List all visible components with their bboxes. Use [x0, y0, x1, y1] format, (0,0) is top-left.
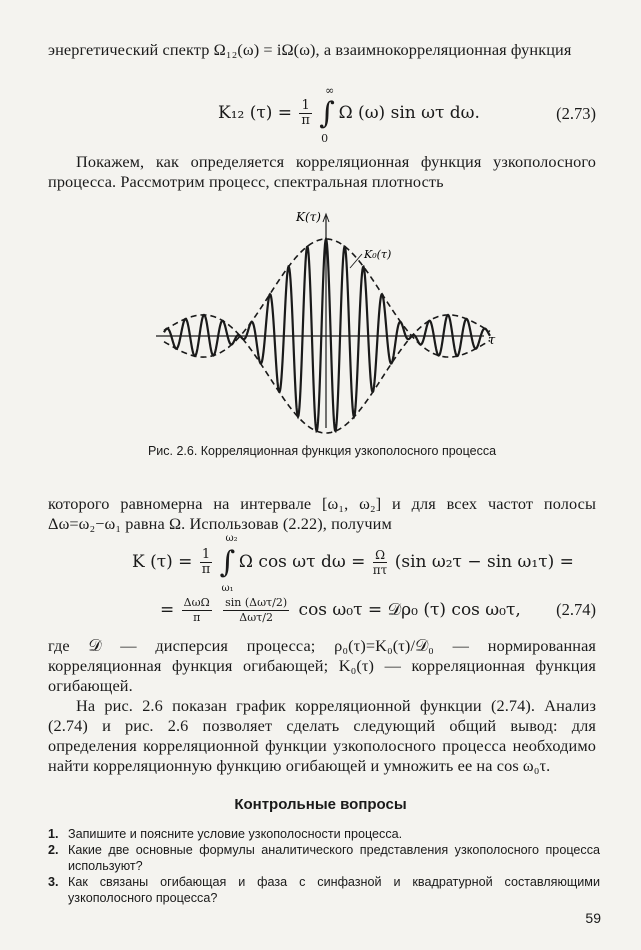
- question-text: Какие две основные формулы аналитического представления узкополосного процесса используют?: [68, 843, 600, 873]
- y-axis-label: K(τ): [296, 210, 321, 224]
- eq274-line2-rest: cos ω₀τ = 𝒟ρ₀ (τ) cos ω₀τ,: [298, 600, 521, 620]
- eq274-frac2-num: Ω: [373, 548, 388, 563]
- question-number: 2.: [48, 843, 59, 857]
- eq273-frac-den: π: [301, 113, 310, 128]
- eq274-integral: ∫ ω₂ ω₁: [219, 533, 238, 594]
- question-number: 1.: [48, 827, 59, 841]
- eq273-lower-limit: 0: [321, 132, 329, 145]
- eq274-frac1-den: π: [201, 562, 211, 577]
- paragraph-conclusion: На рис. 2.6 показан график корреляционной функции (2.74). Анализ (2.74) и рис. 2.6 позволяет сделать следующий общий вывод: для определения корреляционной функции узкополосного процесса необходимо найти корреляционную функцию огибающей и умножить ее на cos ω₀τ.: [48, 696, 596, 775]
- eq274-lower-limit: ω₁: [221, 583, 234, 594]
- equation-2-73: [218, 84, 480, 145]
- eq274-lhs: K (τ) =: [132, 552, 198, 572]
- question-number: 3.: [48, 875, 59, 889]
- eq274-upper-limit: ω₂: [225, 533, 238, 544]
- page-number: 59: [585, 910, 601, 926]
- question-item: [48, 874, 600, 906]
- correlation-line: [164, 239, 490, 431]
- eq273-integral: ∫ ∞ 0: [319, 84, 335, 145]
- eq274-frac3: [182, 596, 212, 625]
- x-axis-label: τ: [488, 333, 496, 348]
- eq273-fraction: [299, 99, 311, 128]
- envelope-label-leader: [350, 254, 362, 268]
- eq274-frac4-num: sin (Δωτ/2): [225, 596, 288, 609]
- paragraph-narrowband: Покажем, как определяется корреляционная функция узкополосного процесса. Рассмотрим процесс, спектральная плотность: [48, 152, 596, 191]
- paragraph-dispersion: где 𝒟 — дисперсия процесса; ρ₀(τ)=K₀(τ)/𝒟₀ — нормированная корреляционная функция огибающей; K₀(τ) — корреляционная функция огибающей.: [48, 636, 596, 695]
- eq274-rhs: (sin ω₂τ − sin ω₁τ) =: [394, 552, 574, 572]
- eq274-mid: Ω cos ωτ dω =: [238, 552, 371, 572]
- eq273-rhs: Ω (ω) sin ωτ dω.: [338, 103, 480, 123]
- equation-number-2-74: (2.74): [556, 600, 596, 619]
- equation-number-2-73: (2.73): [556, 104, 596, 123]
- equation-2-74-line1: [132, 533, 574, 594]
- envelope-label: K₀(τ): [364, 248, 392, 261]
- question-item: [48, 826, 600, 842]
- eq274-frac2-den: πτ: [372, 563, 388, 577]
- paragraph-uniform-spectrum: которого равномерна на интервале [ω₁, ω₂] и для всех частот полосы Δω=ω₂−ω₁ равна Ω. Использовав (2.22), получим: [48, 494, 596, 533]
- eq273-lhs: K₁₂ (τ) =: [218, 103, 298, 123]
- question-item: [48, 842, 600, 874]
- eq274-frac3-den: π: [193, 611, 201, 624]
- paragraph-spectrum: энергетический спектр Ω₁₂(ω) = iΩ(ω), а взаимнокорреляционная функция: [48, 40, 572, 59]
- eq274-frac4-den: Δωτ/2: [239, 611, 273, 624]
- correlation-series: [164, 239, 490, 431]
- eq273-frac-num: 1: [301, 98, 310, 113]
- eq274-line2-equals: =: [160, 600, 175, 620]
- question-text: Запишите и поясните условие узкополосности процесса.: [68, 827, 403, 841]
- figure-2-6-chart: [150, 208, 530, 436]
- section-heading: Контрольные вопросы: [234, 796, 407, 813]
- eq274-frac3-num: ΔωΩ: [183, 596, 210, 609]
- equation-2-74-line2: [160, 596, 521, 625]
- questions-list: [48, 826, 600, 906]
- eq274-frac1: [200, 548, 212, 577]
- figure-caption: Рис. 2.6. Корреляционная функция узкополосного процесса: [147, 444, 497, 458]
- eq274-frac1-num: 1: [201, 547, 211, 562]
- eq274-frac4: [223, 596, 289, 625]
- eq273-upper-limit: ∞: [325, 84, 335, 97]
- eq274-frac2: [373, 548, 388, 577]
- question-text: Как связаны огибающая и фаза с синфазной и квадратурной составляющими узкополосного процесса?: [68, 875, 600, 905]
- envelope-lower-line: [164, 315, 490, 433]
